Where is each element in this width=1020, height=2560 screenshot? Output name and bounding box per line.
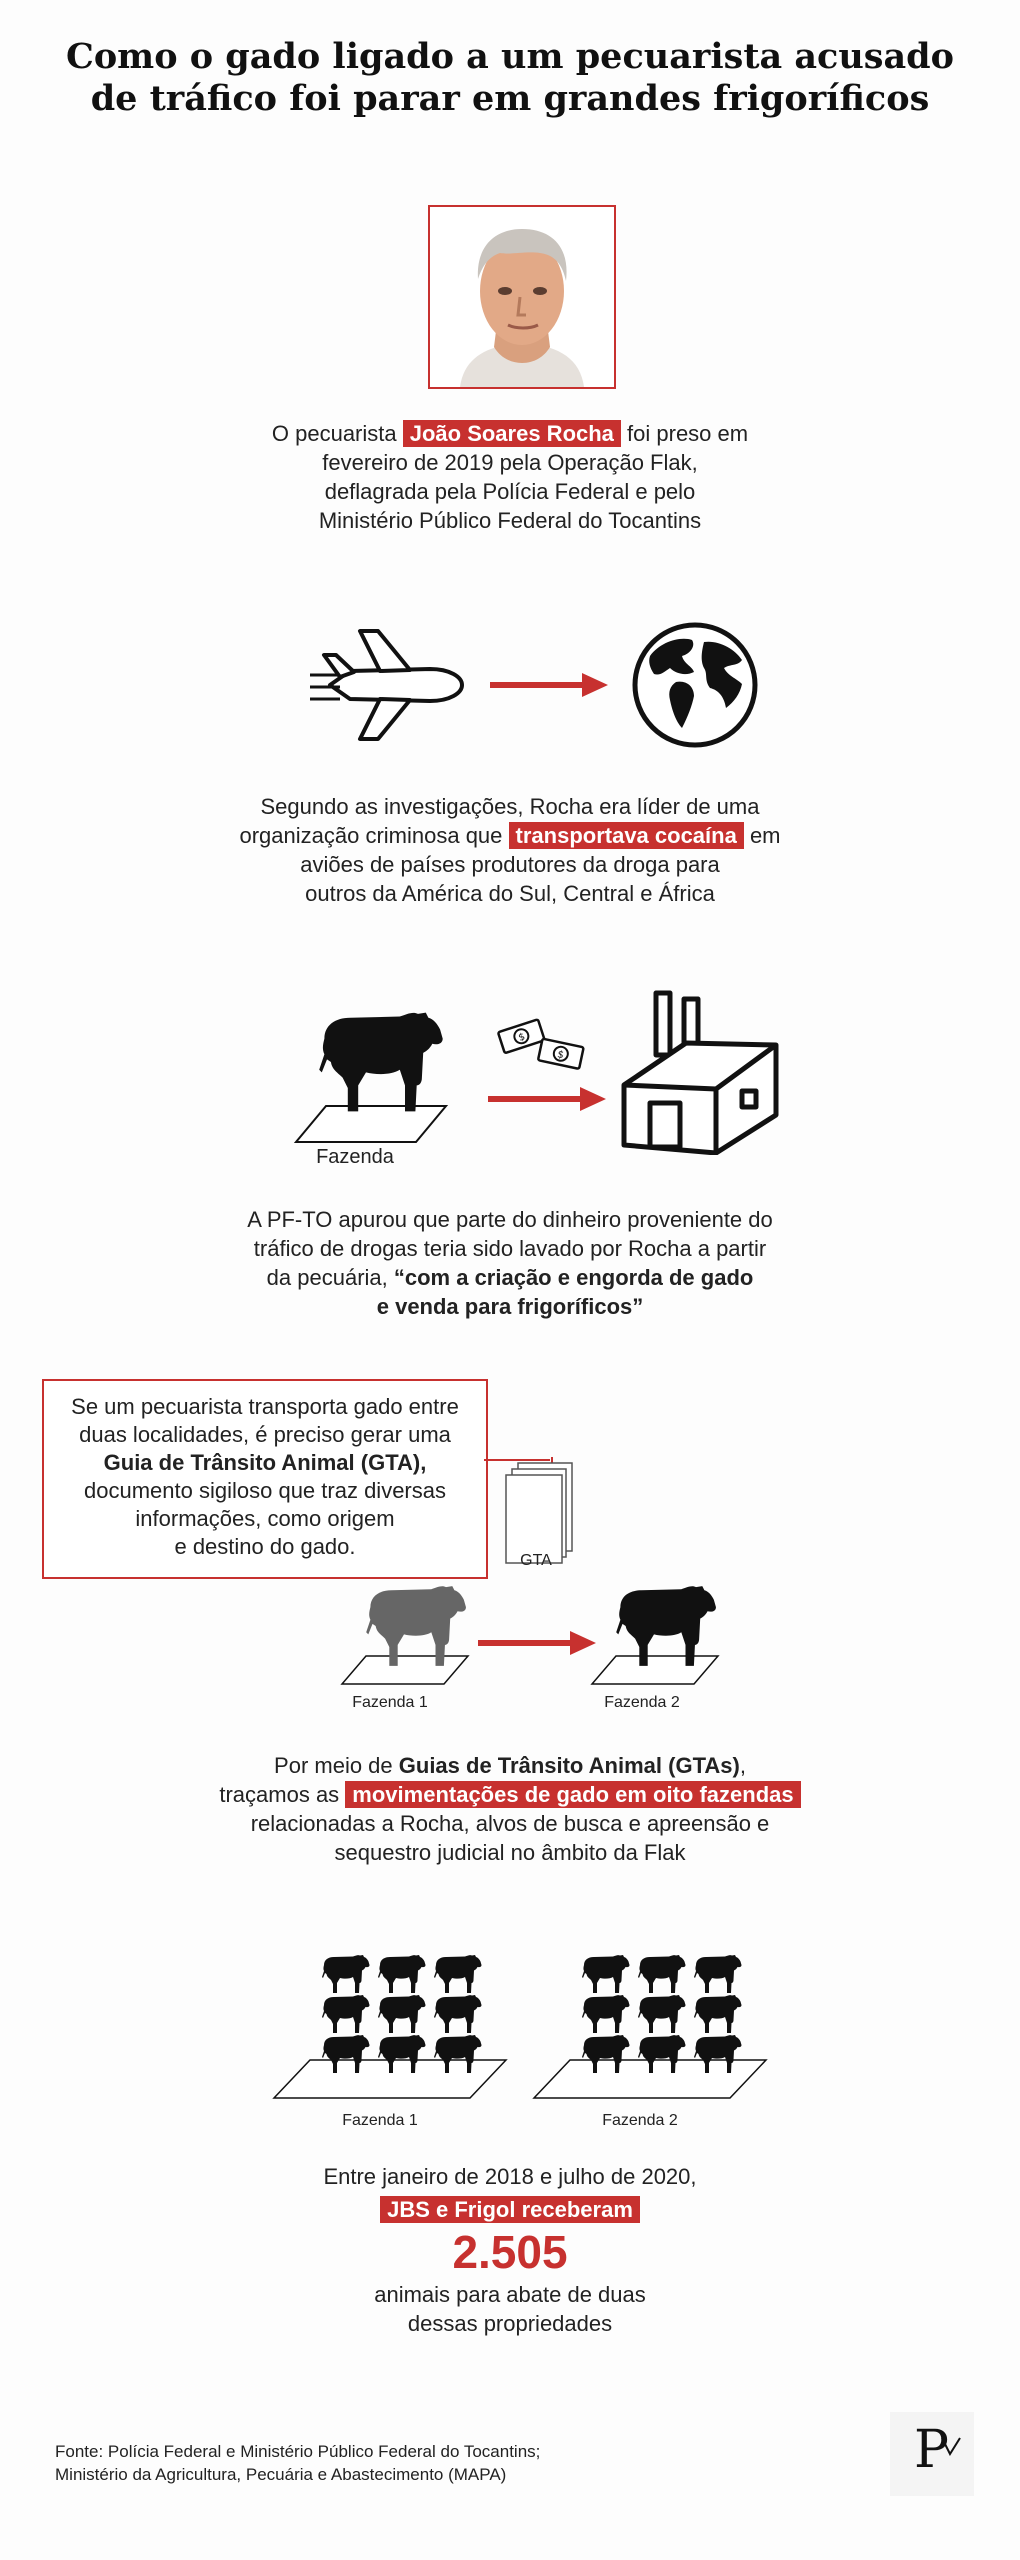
section2-line-4: outros da América do Sul, Central e África xyxy=(305,881,715,906)
herd-farm2-label: Fazenda 2 xyxy=(602,2112,678,2129)
title-line-2: de tráfico foi parar em grandes frigoríficos xyxy=(90,78,930,119)
section1-pre: O pecuarista xyxy=(271,421,403,446)
portrait-photo xyxy=(430,207,614,387)
section3-line-1: A PF-TO apurou que parte do dinheiro proveniente do xyxy=(247,1207,773,1232)
highlight-movements: movimentações de gado em oito fazendas xyxy=(345,1781,800,1808)
gta-box-line-5: informações, como origem xyxy=(135,1506,395,1531)
publisher-logo xyxy=(890,2412,974,2496)
arrow-right-icon-3 xyxy=(478,1628,598,1658)
farm-cow-icon xyxy=(286,1010,456,1150)
section3-line-3-pre: da pecuária, xyxy=(266,1265,394,1290)
money-icon xyxy=(492,1015,592,1075)
section5-line-1-post: , xyxy=(739,1753,746,1778)
title-line-1: Como o gado ligado a um pecuarista acusado xyxy=(65,36,954,77)
gta-box-line-4: documento sigiloso que traz diversas xyxy=(84,1478,446,1503)
section1-line-2: fevereiro de 2019 pela Operação Flak, xyxy=(322,450,698,475)
section3-line-3-bold: “com a criação e engorda de gado xyxy=(393,1265,754,1290)
section1-post: foi preso em xyxy=(620,421,749,446)
gta-doc-label: GTA xyxy=(520,1552,552,1569)
source-line-1: Fonte: Polícia Federal e Ministério Público Federal do Tocantins; xyxy=(55,2442,541,2461)
section5-line-3: relacionadas a Rocha, alvos de busca e apreensão e xyxy=(250,1811,770,1836)
source-footer xyxy=(55,2440,540,2486)
cow-herd-icons-2 xyxy=(582,1955,742,2073)
section5-line-2-pre: traçamos as xyxy=(219,1782,346,1807)
farm1-label: Fazenda 1 xyxy=(352,1694,428,1711)
gta-box-line-1: Se um pecuarista transporta gado entre xyxy=(71,1394,459,1419)
section2-text xyxy=(160,792,860,908)
section3-line-2: tráfico de drogas teria sido lavado por Rocha a partir xyxy=(253,1236,767,1261)
logo-letter: P xyxy=(914,2420,949,2480)
gta-box-line-6: e destino do gado. xyxy=(174,1534,356,1559)
section5-line-4: sequestro judicial no âmbito da Flak xyxy=(334,1840,686,1865)
section1-text xyxy=(180,419,840,535)
section2-line-3: aviões de países produtores da droga para xyxy=(300,852,720,877)
section6-line-4: dessas propriedades xyxy=(407,2311,613,2336)
factory-icon xyxy=(616,985,781,1155)
farm2-label: Fazenda 2 xyxy=(604,1694,680,1711)
gta-explanation-box xyxy=(42,1379,488,1579)
portrait-frame xyxy=(428,205,616,389)
section5-line-1-pre: Por meio de xyxy=(274,1753,399,1778)
gta-box-line-3: Guia de Trânsito Animal (GTA), xyxy=(103,1450,427,1475)
farm2-herd xyxy=(530,1948,770,2108)
logo-mark xyxy=(940,2436,962,2456)
svg-text:$: $ xyxy=(556,1049,565,1062)
source-line-2: Ministério da Agricultura, Pecuária e Abastecimento (MAPA) xyxy=(55,2465,507,2484)
cow-icon-black xyxy=(616,1586,716,1666)
section2-line-2-post: em xyxy=(743,823,781,848)
farm2-cow-black xyxy=(586,1582,736,1692)
gta-document-icon xyxy=(504,1457,584,1607)
arrow-right-icon-2 xyxy=(488,1084,608,1114)
cow-icon-grey xyxy=(366,1586,466,1666)
gta-box-text xyxy=(54,1393,476,1561)
farm1-cow-grey xyxy=(336,1582,486,1692)
section6-text xyxy=(210,2162,810,2338)
arrow-right-icon xyxy=(490,670,610,700)
highlight-jbs-frigol: JBS e Frigol receberam xyxy=(380,2196,640,2223)
section5-line-1-bold: Guias de Trânsito Animal (GTAs) xyxy=(398,1753,740,1778)
highlight-cocaine: transportava cocaína xyxy=(509,822,744,849)
section2-line-2-pre: organização criminosa que xyxy=(239,823,509,848)
section6-line-3: animais para abate de duas xyxy=(374,2282,646,2307)
highlight-name: João Soares Rocha xyxy=(403,420,621,447)
farm1-herd xyxy=(270,1948,510,2108)
section3-text xyxy=(160,1205,860,1321)
section5-text xyxy=(160,1751,860,1867)
section1-line-4: Ministério Público Federal do Tocantins xyxy=(318,508,702,533)
farm-label: Fazenda xyxy=(316,1146,394,1168)
globe-icon xyxy=(630,620,760,750)
animal-count: 2.505 xyxy=(452,2226,568,2278)
cow-herd-icons xyxy=(322,1955,482,2073)
section2-line-1: Segundo as investigações, Rocha era líder de uma xyxy=(260,794,760,819)
page-title xyxy=(60,36,960,120)
airplane-icon xyxy=(310,625,470,745)
gta-box-line-2: duas localidades, é preciso gerar uma xyxy=(79,1422,451,1447)
svg-text:$: $ xyxy=(517,1031,527,1044)
section3-line-4-bold: e venda para frigoríficos” xyxy=(376,1294,644,1319)
section1-line-3: deflagrada pela Polícia Federal e pelo xyxy=(324,479,696,504)
cow-icon xyxy=(319,1013,443,1112)
section6-line-1: Entre janeiro de 2018 e julho de 2020, xyxy=(323,2164,697,2189)
herd-farm1-label: Fazenda 1 xyxy=(342,2112,418,2129)
